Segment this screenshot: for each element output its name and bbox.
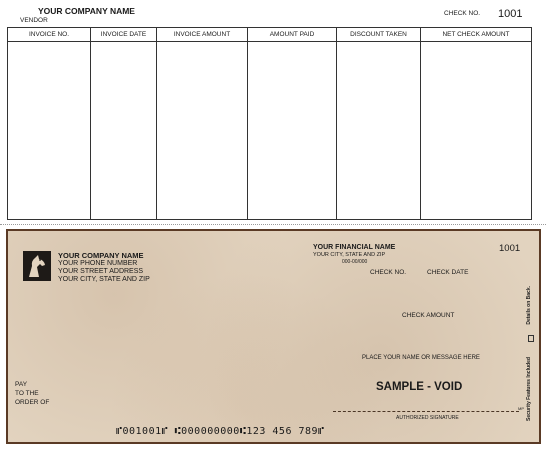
column-header: AMOUNT PAID <box>248 28 336 42</box>
column-header: DISCOUNT TAKEN <box>337 28 420 42</box>
horse-logo-icon <box>23 251 51 281</box>
security-mark: MP <box>518 406 524 411</box>
column-header: INVOICE NO. <box>8 28 90 42</box>
column-invoice-amount <box>157 28 248 219</box>
signature-line <box>333 411 519 412</box>
message-line: PLACE YOUR NAME OR MESSAGE HERE <box>362 355 480 361</box>
column-header: INVOICE DATE <box>91 28 156 42</box>
check-no-label: CHECK NO. <box>370 269 407 276</box>
bank-name: YOUR FINANCIAL NAME <box>313 244 396 251</box>
column-amount-paid <box>248 28 337 219</box>
routing-fraction: 000-00/000 <box>342 259 368 265</box>
stub-check-number: 1001 <box>498 8 523 20</box>
check-number: 1001 <box>499 243 521 254</box>
sample-void-text: SAMPLE - VOID <box>376 381 463 393</box>
pay-to-order-label <box>15 380 49 407</box>
details-on-back-text: Details on Back. <box>526 286 532 325</box>
vendor-label: VENDOR <box>20 17 48 24</box>
column-header: NET CHECK AMOUNT <box>421 28 531 42</box>
authorized-signature-label: AUTHORIZED SIGNATURE <box>396 415 459 421</box>
company-address: YOUR STREET ADDRESS <box>58 268 144 275</box>
micr-line: ⑈001001⑈ ⑆000000000⑆123 456 789⑈ <box>116 426 325 437</box>
column-header: INVOICE AMOUNT <box>157 28 247 42</box>
stub-company-name: YOUR COMPANY NAME <box>38 6 135 16</box>
padlock-icon <box>528 335 534 342</box>
company-phone: YOUR PHONE NUMBER <box>58 260 138 267</box>
security-features-text: Security Features Included <box>526 357 532 421</box>
bank-city: YOUR CITY, STATE AND ZIP <box>313 252 386 258</box>
to-the-label: TO THE <box>15 390 39 397</box>
column-invoice-date <box>91 28 157 219</box>
invoice-table <box>7 27 532 220</box>
column-discount-taken <box>337 28 421 219</box>
check-amount-label: CHECK AMOUNT <box>402 312 455 319</box>
column-net-check-amount <box>421 28 531 219</box>
perforation-line <box>0 224 546 225</box>
check-date-label: CHECK DATE <box>427 269 469 276</box>
column-invoice-no <box>8 28 91 219</box>
company-city: YOUR CITY, STATE AND ZIP <box>58 276 150 283</box>
pay-label: PAY <box>15 381 28 388</box>
stub-check-no-label: CHECK NO. <box>444 10 481 17</box>
check-body <box>6 229 541 444</box>
security-features-note <box>524 286 536 421</box>
company-name: YOUR COMPANY NAME <box>58 251 144 260</box>
order-of-label: ORDER OF <box>15 399 50 406</box>
